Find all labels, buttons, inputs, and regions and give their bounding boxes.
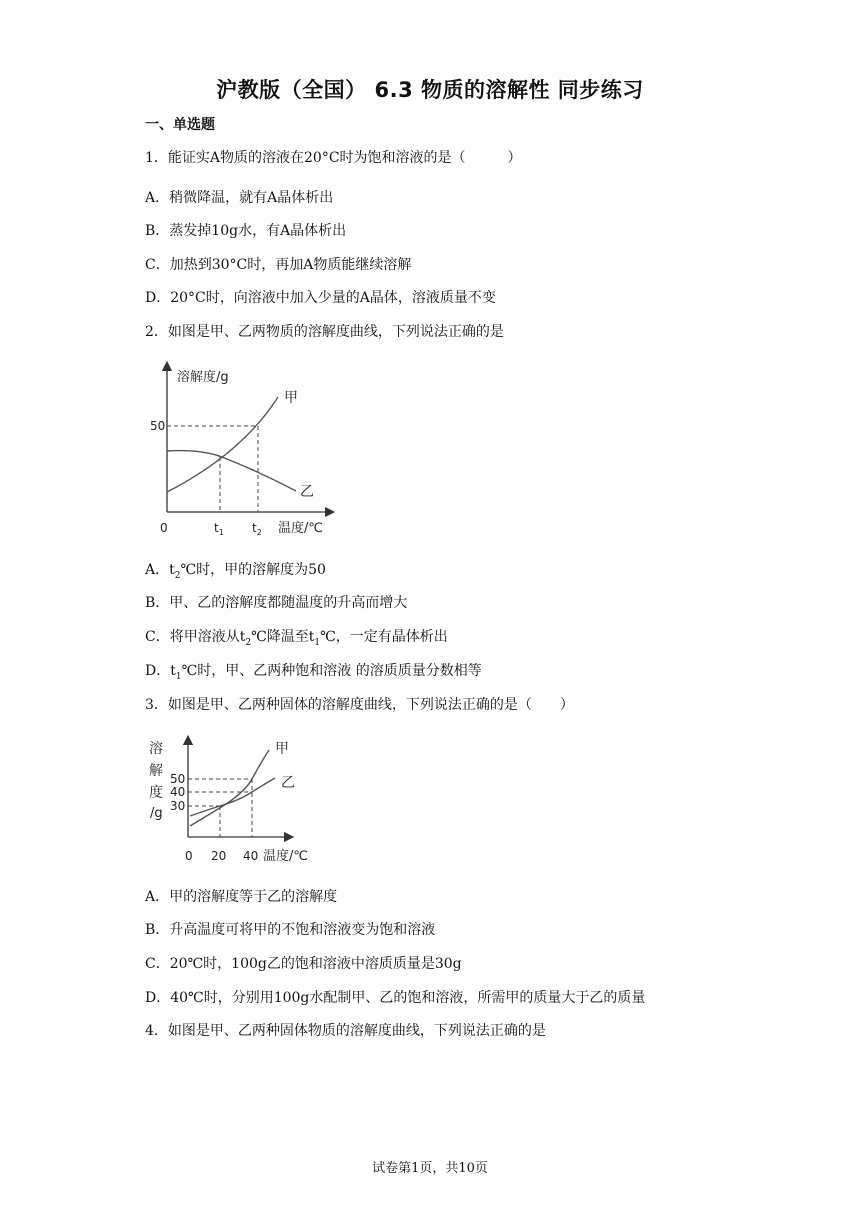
question-2-solubility-figure — [150, 360, 350, 540]
question-2-option-a: A．$t_2℃$时，甲的溶解度为50 — [145, 562, 326, 581]
question-3-option-b: B．升高温度可将甲的不饱和溶液变为饱和溶液 — [145, 922, 436, 938]
x-tick-20: 20 — [211, 849, 227, 863]
curve-label-yi: 乙 — [300, 484, 314, 500]
x-axis-label: 温度/℃ — [263, 849, 308, 864]
y-tick-50: 50 — [170, 772, 186, 786]
curve-yi — [167, 451, 296, 491]
question-2-option-c: C．将甲溶液从$t_2℃$降温至$t_1℃$，一定有晶体析出 — [145, 629, 448, 648]
y-axis-label-char: /g — [150, 806, 163, 821]
question-3-option-a: A．甲的溶解度等于乙的溶解度 — [145, 889, 338, 905]
curve-label-jia: 甲 — [284, 390, 298, 406]
curve-jia — [167, 397, 278, 492]
y-axis-label-char: 度 — [149, 785, 163, 801]
question-2-option-b: B．甲、乙的溶解度都随温度的升高而增大 — [145, 595, 408, 611]
question-1-option-b: B．蒸发掉10g水，有A晶体析出 — [145, 223, 347, 239]
question-3-option-c: C．20℃时，100g乙的饱和溶液中溶质质量是30g — [145, 956, 462, 972]
question-3-stem: 3．如图是甲、乙两种固体的溶解度曲线，下列说法正确的是（ ） — [145, 697, 574, 713]
question-1-option-c: C．加热到30°C时，再加A物质能继续溶解 — [145, 257, 412, 273]
y-tick-40: 40 — [170, 785, 186, 799]
y-axis-label-char: 解 — [149, 763, 163, 779]
page-footer: 试卷第1页，共10页 — [372, 1161, 488, 1176]
y-axis-label-char: 溶 — [149, 741, 163, 757]
question-2-option-d: D．$t_1℃$时，甲、乙两种饱和溶液 的溶质质量分数相等 — [145, 663, 482, 682]
question-2-stem: 2．如图是甲、乙两物质的溶解度曲线，下列说法正确的是 — [145, 324, 504, 340]
curve-label-yi: 乙 — [281, 775, 295, 791]
x-tick-t1: $t_1$ — [214, 521, 224, 537]
y-tick-50: 50 — [150, 419, 166, 433]
question-3-option-d: D．40℃时，分别用100g水配制甲、乙的饱和溶液，所需甲的质量大于乙的质量 — [145, 990, 646, 1006]
curve-label-jia: 甲 — [275, 741, 289, 757]
x-tick-t2: $t_2$ — [252, 521, 262, 537]
question-1-option-a: A．稍微降温，就有A晶体析出 — [145, 190, 334, 206]
section-heading: 一、单选题 — [145, 117, 215, 133]
curve-yi — [190, 778, 275, 816]
x-tick-0: 0 — [185, 849, 193, 863]
x-axis-label: 温度/℃ — [278, 521, 323, 536]
question-4-stem: 4．如图是甲、乙两种固体物质的溶解度曲线，下列说法正确的是 — [145, 1023, 546, 1039]
origin-label: 0 — [160, 521, 168, 535]
y-axis-label: 溶解度/g — [177, 370, 229, 385]
page-title: 沪教版（全国） 6.3 物质的溶解性 同步练习 — [216, 78, 644, 102]
x-tick-40: 40 — [243, 849, 259, 863]
question-1-option-d: D．20°C时，向溶液中加入少量的A晶体，溶液质量不变 — [145, 290, 496, 306]
y-tick-30: 30 — [170, 799, 186, 813]
question-1-stem: 1．能证实A物质的溶液在20°C时为饱和溶液的是（ ） — [145, 150, 522, 166]
question-3-solubility-figure — [145, 734, 330, 869]
